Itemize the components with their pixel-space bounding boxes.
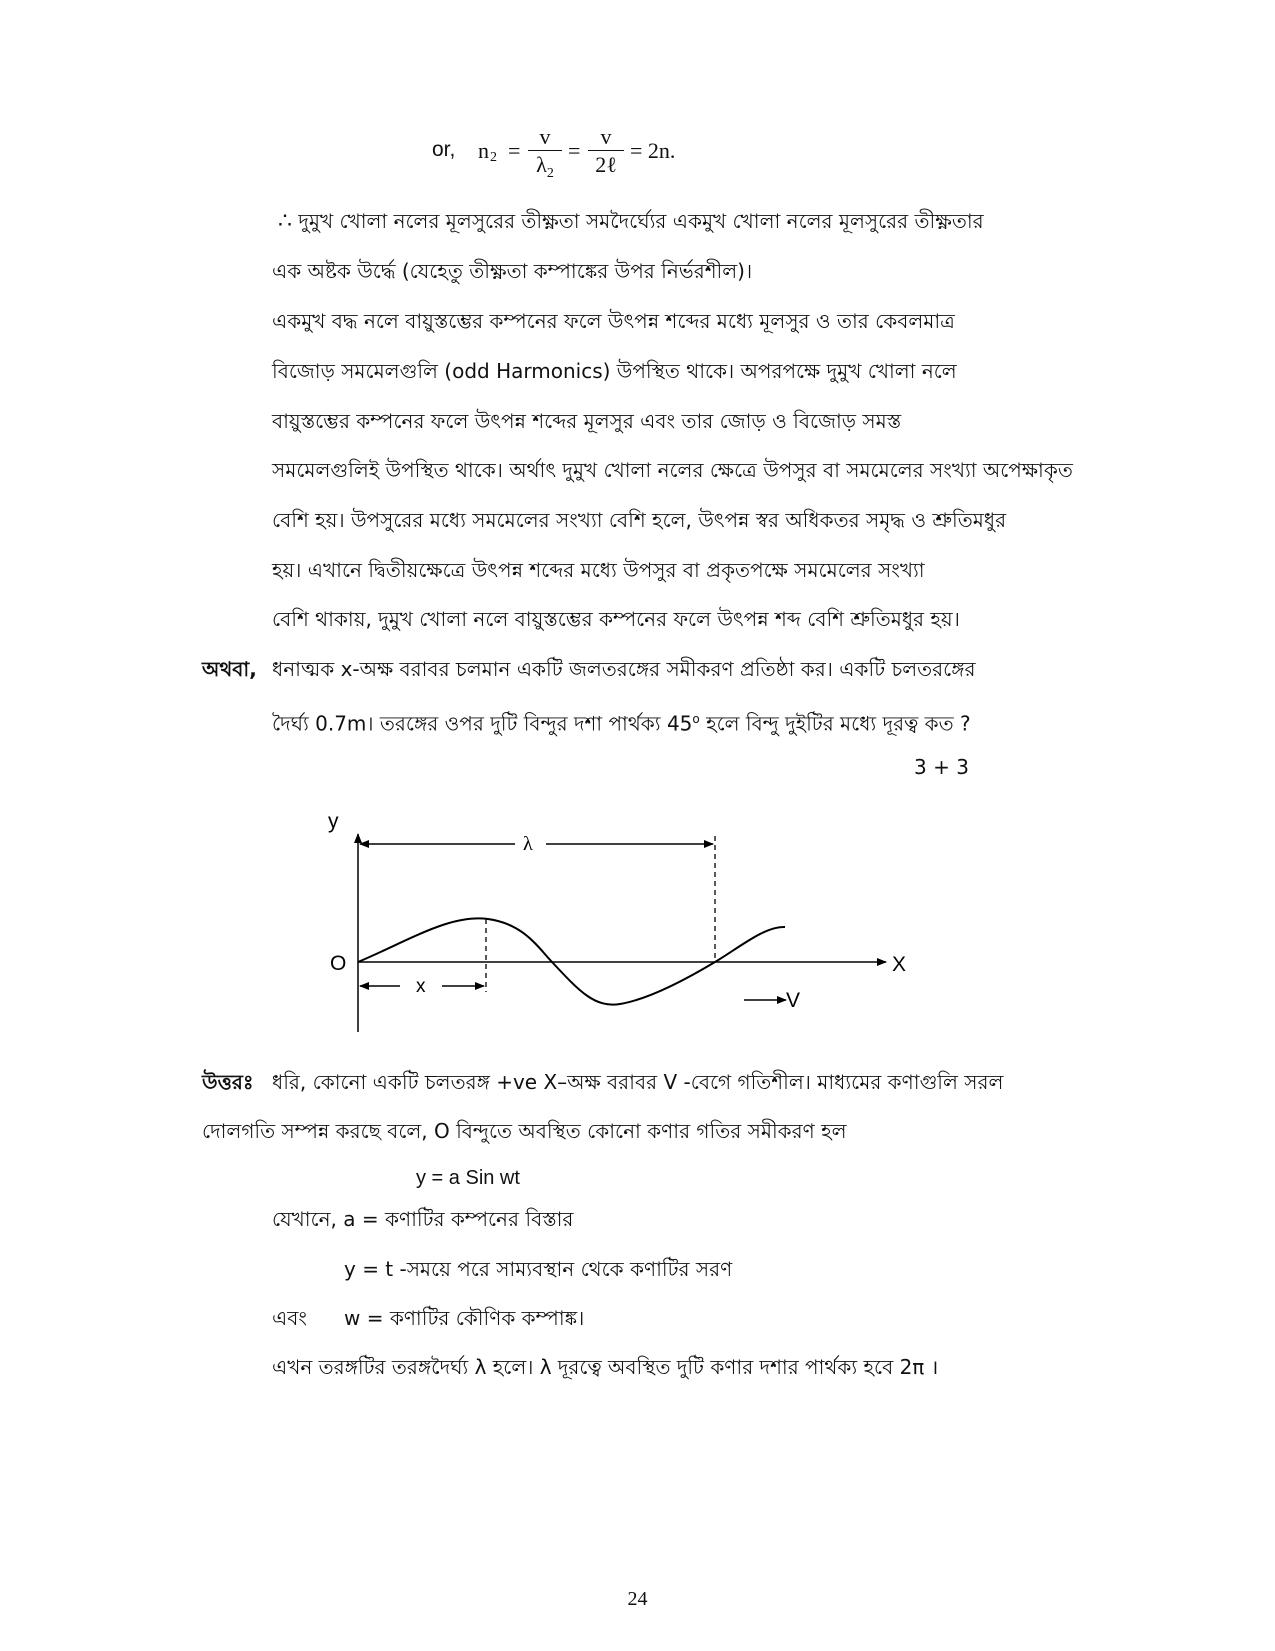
paragraph-line-4: বিজোড় সমমেলগুলি (odd Harmonics) উপস্থিত থাকে। অপরপক্ষে দুমুখ খোলা নলে <box>272 359 957 383</box>
answer-line-2: দোলগতি সম্পন্ন করছে বলে, O বিন্দুতে অবস্থিত কোনো কণার গতির সমীকরণ হল <box>202 1119 847 1143</box>
question-line-2a: দৈর্ঘ্য 0.7m। তরঙ্গের ওপর দুটি বিন্দুর দশা পার্থক্য 45 <box>272 711 693 736</box>
answer-equation: y = a Sin wt <box>416 1167 520 1189</box>
formula-prefix: or, <box>432 138 456 161</box>
question-line-1: ধনাত্মক x-অক্ষ বরাবর চলমান একটি জলতরঙ্গের সমীকরণ প্রতিষ্ঠা কর। একটি চলতরঙ্গের <box>272 657 976 681</box>
question-line-2b: হলে বিন্দু দুইটির মধ্যে দূরত্ব কত ? <box>699 711 971 736</box>
velocity-label: V <box>786 989 801 1012</box>
page-number: 24 <box>627 1588 648 1610</box>
paragraph-line-1-text: দুমুখ খোলা নলের মূলসুরের তীক্ষ্ণতা সমদৈর্ঘ্যের একমুখ খোলা নলের মূলসুরের তীক্ষ্ণতার <box>298 209 984 233</box>
paragraph-line-6: সমমেলগুলিই উপস্থিত থাকে। অর্থাৎ দুমুখ খোলা নলের ক্ষেত্রে উপসুর বা সমমেলের সংখ্যা অপেক্ষাকৃত <box>272 458 1073 482</box>
paragraph-line-9: বেশি থাকায়, দুমুখ খোলা নলে বায়ুস্তম্ভের কম্পনের ফলে উৎপন্ন শব্দ বেশি শ্রুতিমধুর হয়। <box>272 607 960 631</box>
answer-where-3-a: এবং <box>272 1306 307 1330</box>
answer-where-3-b: w = কণাটির কৌণিক কম্পাঙ্ক। <box>344 1306 585 1330</box>
answer-where-2: y = t -সময়ে পরে সাম্যবস্থান থেকে কণাটির সরণ <box>344 1257 733 1281</box>
paragraph-line-8: হয়। এখানে দ্বিতীয়ক্ষেত্রে উৎপন্ন শব্দের মধ্যে উপসুর বা প্রকৃতপক্ষে সমমেলের সংখ্যা <box>272 558 925 582</box>
paragraph-line-3: একমুখ বদ্ধ নলে বায়ুস্তম্ভের কম্পনের ফলে উৎপন্ন শব্দের মধ্যে মূলসুর ও তার কেবলমাত্র <box>272 309 955 333</box>
formula-n: n <box>478 138 489 163</box>
paragraph-line-7: বেশি হয়। উপসুরের মধ্যে সমমেলের সংখ্যা বেশি হলে, উৎপন্ন স্বর অধিকতর সমৃদ্ধ ও শ্রুতিমধুর <box>272 508 1007 532</box>
formula-equals-2: = <box>568 138 581 163</box>
paragraph-line-2: এক অষ্টক উর্দ্ধে (যেহেতু তীক্ষ্ণতা কম্পাঙ্কের উপর নির্ভরশীল)। <box>272 259 753 283</box>
x-distance-label: x <box>416 976 426 997</box>
paragraph-line-5: বায়ুস্তম্ভের কম্পনের ফলে উৎপন্ন শব্দের মূলসুর এবং তার জোড় ও বিজোড় সমস্ত <box>272 409 902 433</box>
formula-n2 <box>432 124 692 198</box>
formula-fraction-2 <box>588 124 624 179</box>
formula-result: = 2n. <box>630 138 676 163</box>
origin-label: O <box>330 952 347 975</box>
answer-label: উত্তরঃ <box>202 1070 254 1094</box>
wave-diagram <box>320 810 920 1042</box>
question-line-2 <box>272 706 971 737</box>
question-label: অথবা, <box>202 657 257 681</box>
x-axis-label: X <box>892 953 907 976</box>
formula-lambda-2: $\lambda_2$ <box>528 150 562 188</box>
answer-last-line: এখন তরঙ্গটির তরঙ্গদৈর্ঘ্য λ হলে। λ দূরত্বে অবস্থিত দুটি কণার দশার পার্থক্য হবে 2π । <box>272 1355 939 1379</box>
formula-v-2: v <box>600 124 612 149</box>
formula-2l: 2ℓ <box>588 150 624 179</box>
answer-line-1: ধরি, কোনো একটি চলতরঙ্গ +ve X–অক্ষ বরাবর V -বেগে গতিশীল। মাধ্যমের কণাগুলি সরল <box>272 1070 1004 1094</box>
formula-equals-1: = <box>508 138 521 163</box>
formula-n-subscript: 2 <box>490 150 497 165</box>
formula-fraction-1 <box>528 124 562 188</box>
question-marks: 3 + 3 <box>914 755 969 779</box>
degree-symbol: o <box>692 712 700 726</box>
lambda-label: λ <box>523 833 533 855</box>
paragraph-line-1 <box>278 208 984 234</box>
formula-v-1: v <box>539 124 551 149</box>
y-axis-label: y <box>328 810 339 833</box>
therefore-symbol: ∴ <box>278 208 292 233</box>
answer-where-1: যেখানে, a = কণাটির কম্পনের বিস্তার <box>272 1207 574 1231</box>
